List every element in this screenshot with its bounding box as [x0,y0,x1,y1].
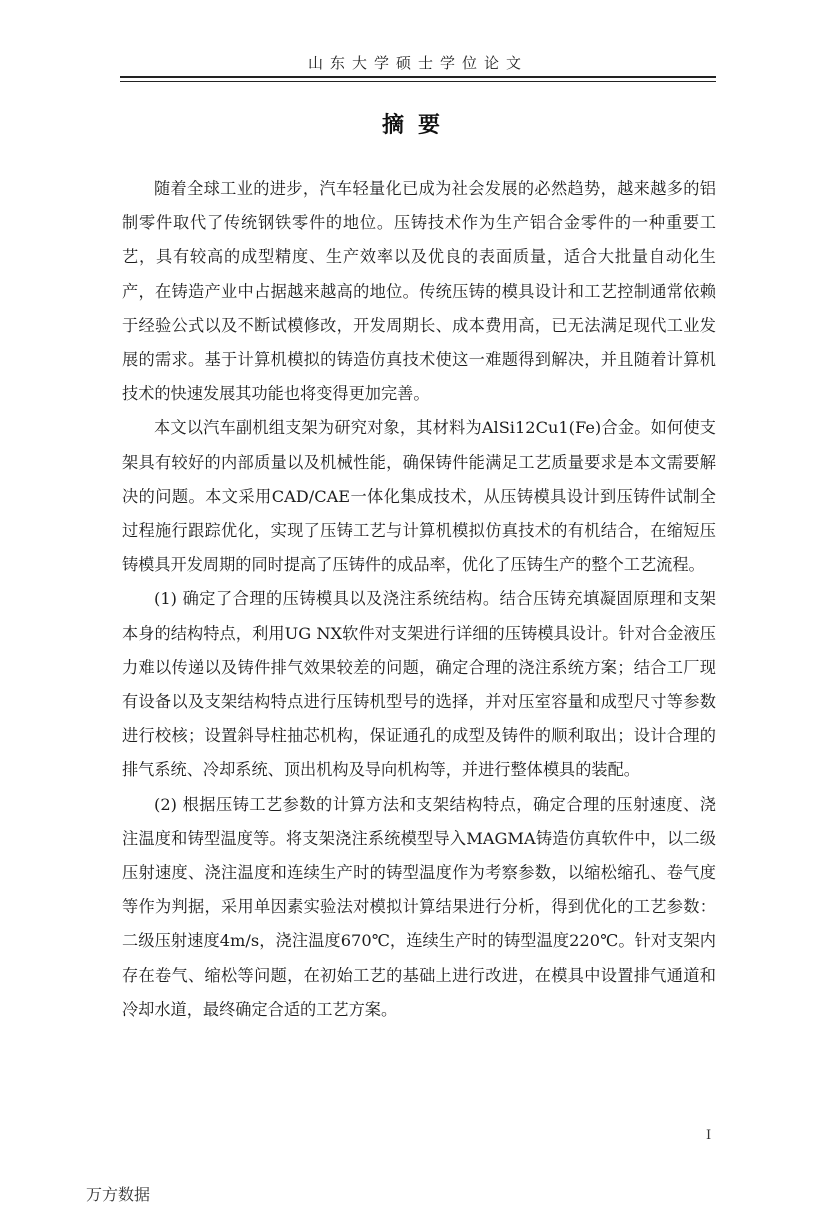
watermark: 万方数据 [86,1185,151,1204]
abstract-paragraph-2: 本文以汽车副机组支架为研究对象，其材料为AlSi12Cu1(Fe)合金。如何使支架具有较好的内部质量以及机械性能，确保铸件能满足工艺质量要求是本文需要解决的问题。本文采用CAD/CAE一体化集成技术，从压铸模具设计到压铸件试制全过程施行跟踪优化，实现了压铸工艺与计算机模拟仿真技术的有机结合，在缩短压铸模具开发周期的同时提高了压铸件的成品率，优化了压铸生产的整个工艺流程。 [122,418,716,575]
abstract-paragraph-4: (2) 根据压铸工艺参数的计算方法和支架结构特点，确定合理的压射速度、浇注温度和铸型温度等。将支架浇注系统模型导入MAGMA铸造仿真软件中，以二级压射速度、浇注温度和连续生产时的铸型温度作为考察参数，以缩松缩孔、卷气度等作为判据，采用单因素实验法对模拟计算结果进行分析，得到优化的工艺参数：二级压射速度4m/s，浇注温度670℃，连续生产时的铸型温度220℃。针对支架内存在卷气、缩松等问题，在初始工艺的基础上进行改进，在模具中设置排气通道和冷却水道，最终确定合适的工艺方案。 [122,794,716,1019]
abstract-title: 摘要 [381,112,454,138]
header-rule-thin [120,81,716,82]
abstract-body [122,172,716,1027]
page-number: I [706,1128,712,1143]
abstract-paragraph-1: 随着全球工业的进步，汽车轻量化已成为社会发展的必然趋势，越来越多的铝制零件取代了传统钢铁零件的地位。压铸技术作为生产铝合金零件的一种重要工艺，具有较高的成型精度、生产效率以及优良的表面质量，适合大批量自动化生产，在铸造产业中占据越来越高的地位。传统压铸的模具设计和工艺控制通常依赖于经验公式以及不断试模修改，开发周期长、成本费用高，已无法满足现代工业发展的需求。基于计算机模拟的铸造仿真技术使这一难题得到解决，并且随着计算机技术的快速发展其功能也将变得更加完善。 [122,179,716,404]
running-header: 山东大学硕士学位论文 [307,54,528,72]
abstract-paragraph-3: (1) 确定了合理的压铸模具以及浇注系统结构。结合压铸充填凝固原理和支架本身的结构特点，利用UG NX软件对支架进行详细的压铸模具设计。针对合金液压力难以传递以及铸件排气效果较差的问题，确定合理的浇注系统方案；结合工厂现有设备以及支架结构特点进行压铸机型号的选择，并对压室容量和成型尺寸等参数进行校核；设置斜导柱抽芯机构，保证通孔的成型及铸件的顺利取出；设计合理的排气系统、冷却系统、顶出机构及导向机构等，并进行整体模具的装配。 [122,589,716,780]
header-rule-thick [120,76,716,78]
